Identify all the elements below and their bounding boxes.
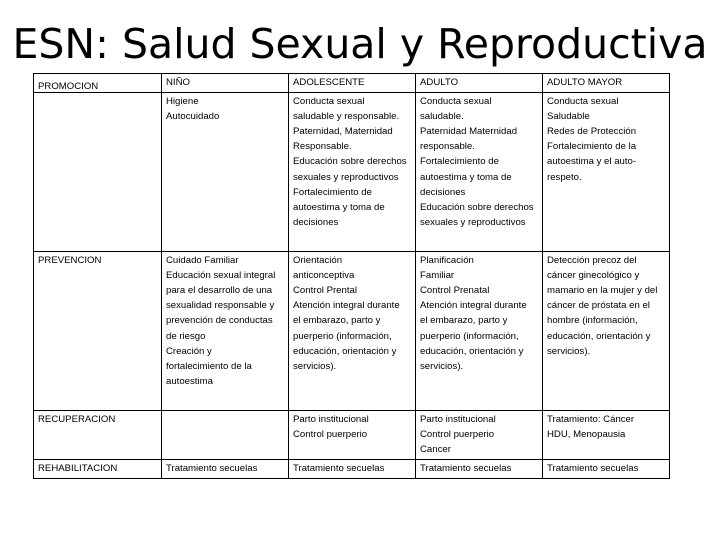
page-title: ESN: Salud Sexual y Reproductiva [12,20,708,68]
table-cell [289,411,416,460]
cell-line: hombre (información, [547,315,638,327]
table-cell [162,460,289,479]
cell-line: sexuales y reproductivos [420,216,526,228]
cell-line: Conducta sexual [547,96,619,108]
header-cell-nino: NIÑO [162,74,289,93]
cell-line: Fortalecimiento de [420,156,499,168]
cell-line: Familiar [420,270,455,282]
cell-line: fortalecimiento de la [166,360,252,372]
cell-line: el embarazo, parto y [293,315,381,327]
row-label-promocion: PROMOCION [34,93,162,252]
cell-line: Paternidad Maternidad [420,126,518,138]
header-cell-adulto-mayor: ADULTO MAYOR [543,74,670,93]
cell-line: Educación sexual integral [166,270,276,282]
cell-line: autoestima [166,375,213,387]
cell-line: Detección precoz del [547,255,637,267]
cell-line: decisiones [420,186,466,198]
cell-line: Parto institucional [420,414,496,426]
table-cell [543,460,670,479]
cell-line: puerperio (información, [293,330,392,342]
table-cell [543,252,670,411]
table-cell [162,93,289,252]
cell-line: Tratamiento secuelas [166,463,258,475]
cell-line: Tratamiento secuelas [547,463,639,475]
table-row-prevencion [34,252,670,411]
cell-line: Atención integral durante [293,300,400,312]
cell-line: Educación sobre derechos [293,156,407,168]
cell-line: servicios). [293,360,337,372]
cell-line: Tratamiento: Cáncer [547,414,635,426]
cell-line: el embarazo, parto y [420,315,508,327]
cell-line: Control Prental [293,285,357,297]
cell-line: Tratamiento secuelas [293,463,385,475]
cell-line: Paternidad, Maternidad [293,126,393,138]
table-cell [416,93,543,252]
cell-line: Saludable [547,111,590,123]
cell-line: Cancer [420,444,451,456]
table-cell [289,93,416,252]
cell-line: Atención integral durante [420,300,527,312]
cell-line: Orientación [293,255,343,267]
care-levels-table [33,73,670,479]
cell-line: para el desarrollo de una [166,285,273,297]
cell-line: Responsable. [293,141,352,153]
cell-line: Control puerperio [420,429,495,441]
row-label-prevencion: PREVENCION [34,252,162,411]
cell-line: servicios). [420,360,464,372]
table-row-rehabilitacion [34,460,670,479]
cell-line: Creación y [166,345,212,357]
cell-line: cáncer de próstata en el [547,300,650,312]
cell-line: autoestima y toma de [420,171,512,183]
table-cell [162,411,289,460]
cell-line: mamario en la mujer y del [547,285,658,297]
cell-line: decisiones [293,216,339,228]
cell-line: Control puerperio [293,429,368,441]
cell-line: saludable. [420,111,464,123]
header-cell-adulto: ADULTO [416,74,543,93]
table-row-promocion [34,93,670,252]
table-cell [543,93,670,252]
cell-line: Conducta sexual [293,96,365,108]
cell-line: Parto institucional [293,414,369,426]
cell-line: educación, orientación y [547,330,651,342]
cell-line: sexualidad responsable y [166,300,275,312]
cell-line: educación, orientación y [293,345,397,357]
cell-line: Autocuidado [166,111,220,123]
cell-line: saludable y responsable. [293,111,400,123]
cell-line: sexuales y reproductivos [293,171,399,183]
row-label-recuperacion: RECUPERACION [34,411,162,460]
cell-line: puerperio (información, [420,330,519,342]
table-cell [416,252,543,411]
row-label-rehabilitacion: REHABILITACION [34,460,162,479]
cell-line: Fortalecimiento de [293,186,372,198]
table-cell [416,460,543,479]
cell-line: Fortalecimiento de la [547,141,637,153]
table-cell [416,411,543,460]
cell-line: de riesgo [166,330,206,342]
header-cell-adolescente: ADOLESCENTE [289,74,416,93]
table-cell [543,411,670,460]
cell-line: prevención de conductas [166,315,273,327]
table-cell [289,460,416,479]
table-cell [162,252,289,411]
cell-line: Redes de Protección [547,126,637,138]
cell-line: responsable. [420,141,475,153]
cell-line: autoestima y toma de [293,201,385,213]
cell-line: servicios). [547,345,591,357]
cell-line: Planificación [420,255,474,267]
cell-line: autoestima y el auto- [547,156,637,168]
cell-line: Control Prenatal [420,285,490,297]
table-cell [289,252,416,411]
cell-line: educación, orientación y [420,345,524,357]
cell-line: Conducta sexual [420,96,492,108]
cell-line: anticonceptiva [293,270,355,282]
cell-line: Higiene [166,96,199,108]
cell-line: Tratamiento secuelas [420,463,512,475]
cell-line: cáncer ginecológico y [547,270,640,282]
cell-line: respeto. [547,171,582,183]
table-row-recuperacion [34,411,670,460]
cell-line: Cuidado Familiar [166,255,239,267]
cell-line: Educación sobre derechos [420,201,534,213]
cell-line: HDU, Menopausia [547,429,626,441]
